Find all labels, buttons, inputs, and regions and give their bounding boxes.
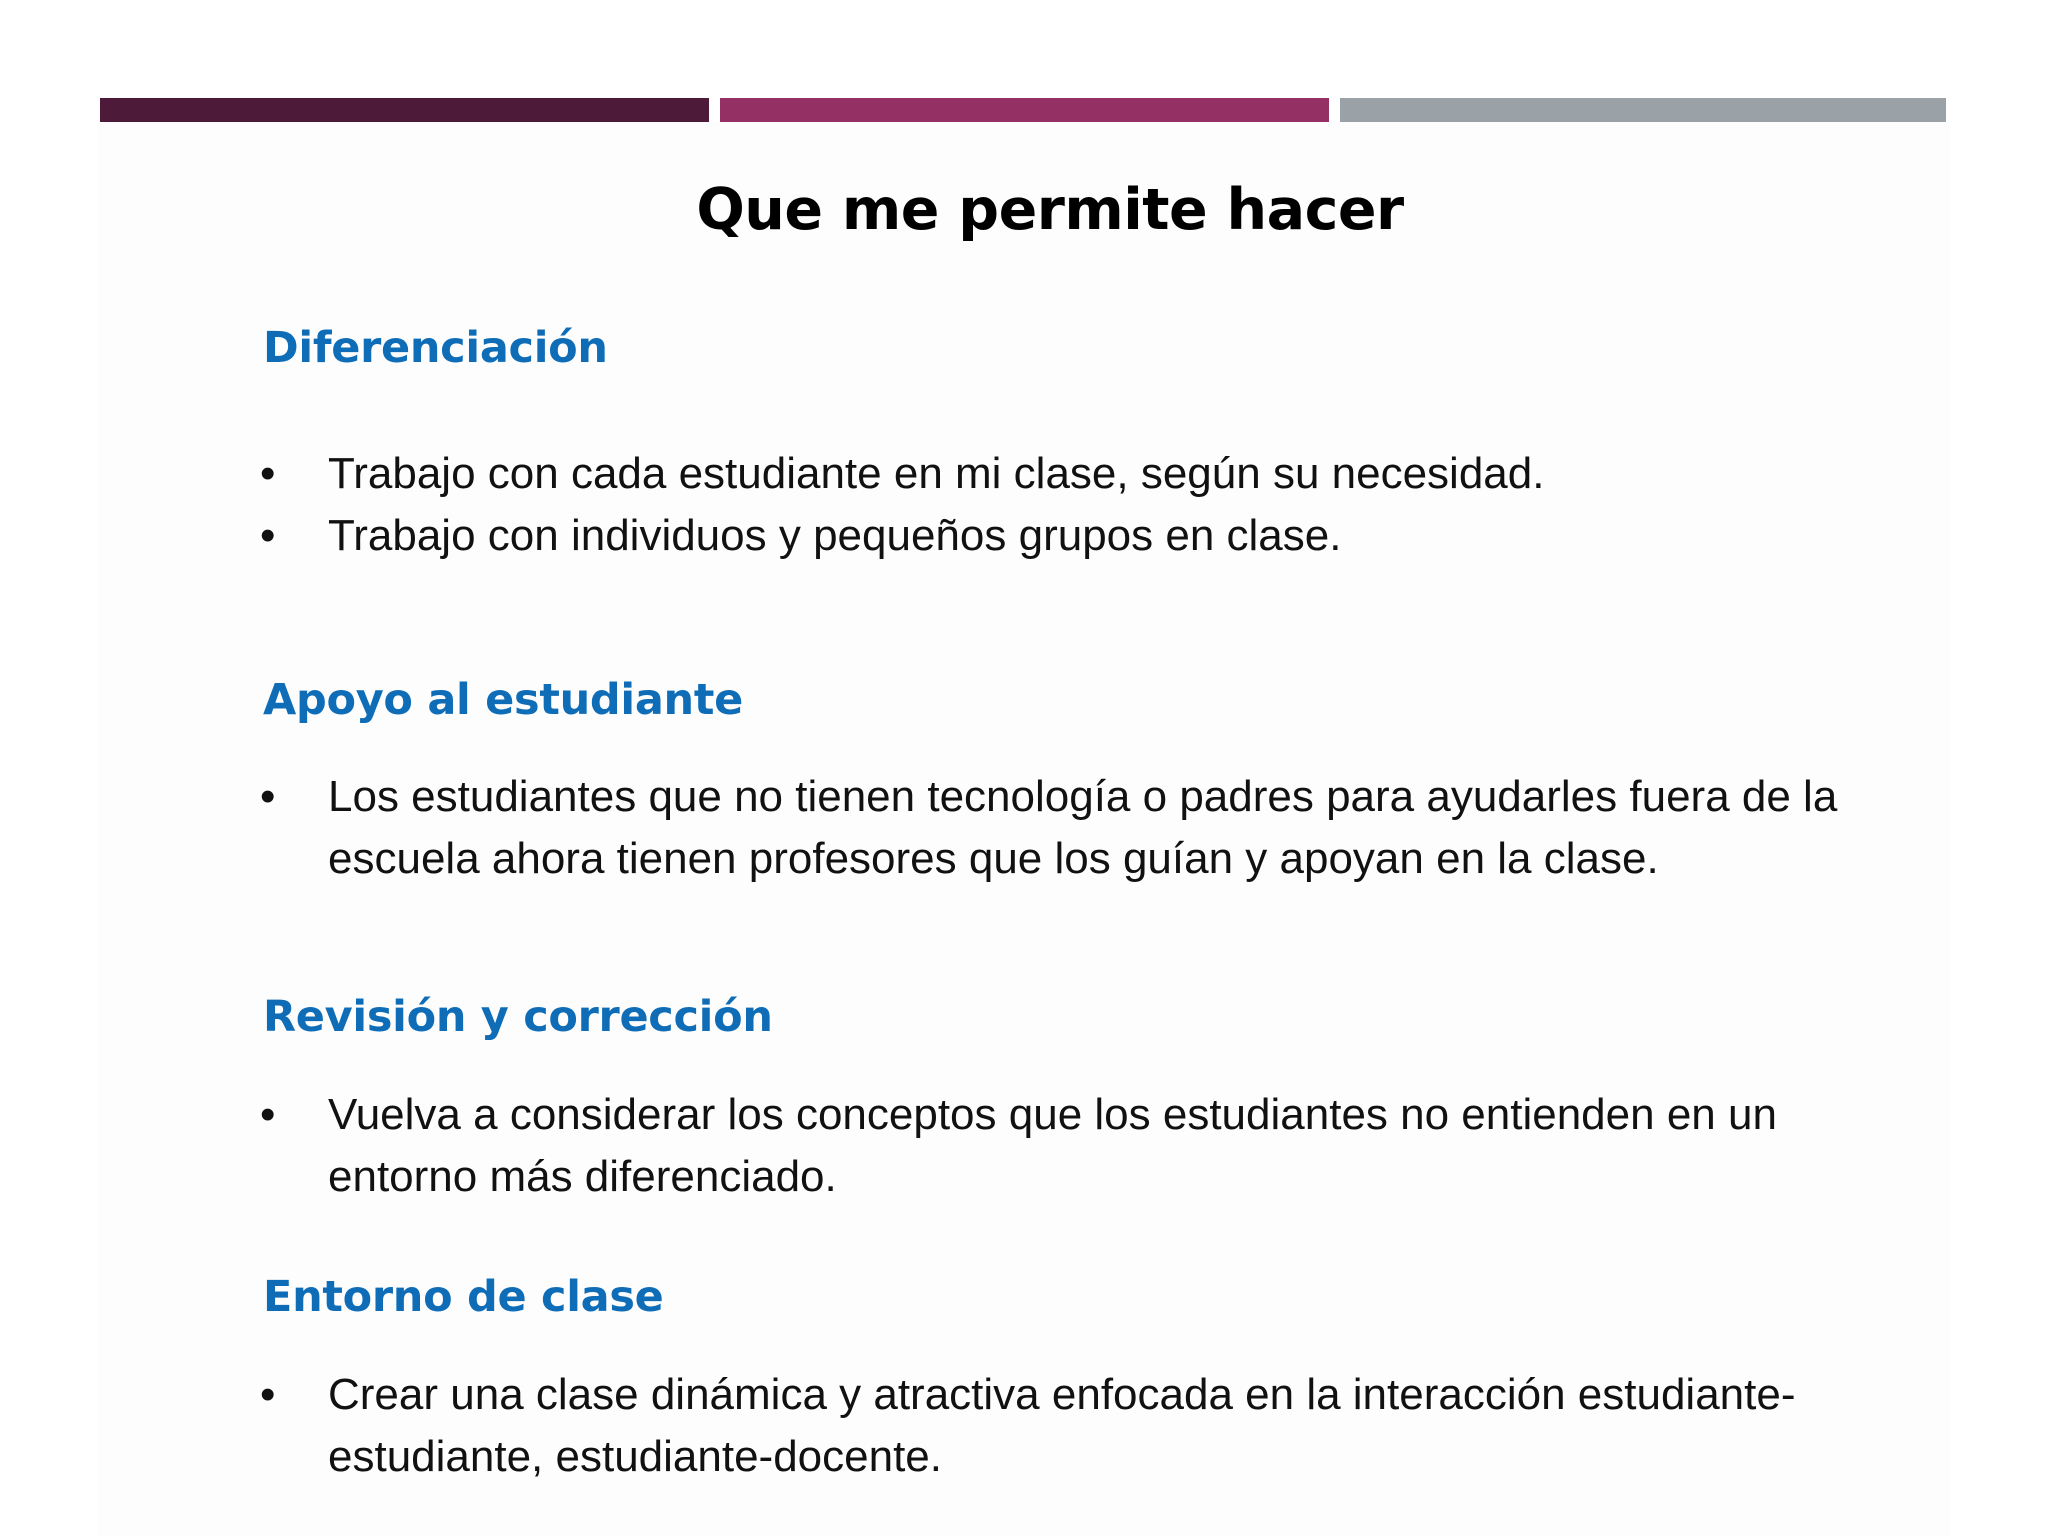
list-item: [258, 1364, 1898, 1488]
bullet-marker: •: [260, 772, 276, 821]
header-color-bars: [100, 98, 1946, 122]
list-item-text: Trabajo con cada estudiante en mi clase, según su necesidad.: [328, 449, 1545, 498]
bullet-marker: •: [260, 1370, 276, 1419]
header-bar-magenta: [720, 98, 1329, 122]
section-heading-revision: Revisión y corrección: [263, 992, 773, 1042]
section-heading-apoyo: Apoyo al estudiante: [263, 675, 743, 725]
list-item-text: Los estudiantes que no tienen tecnología o padres para ayudarles fuera de la escuela ahora tienen profesores que los guían y apoyan en la clase.: [328, 772, 1838, 883]
list-item: [258, 766, 1898, 890]
section-heading-diferenciacion: Diferenciación: [263, 323, 608, 373]
header-bar-gray: [1340, 98, 1946, 122]
slide-title: Que me permite hacer: [696, 177, 1404, 243]
list-item-text: Crear una clase dinámica y atractiva enfocada en la interacción estudiante-estudiante, estudiante-docente.: [328, 1370, 1796, 1481]
bullet-list-entorno: [258, 1364, 1898, 1488]
bullet-marker: •: [260, 511, 276, 560]
bullet-list-revision: [258, 1084, 1898, 1208]
bullet-marker: •: [260, 449, 276, 498]
list-item: [258, 443, 1898, 505]
list-item: [258, 505, 1898, 567]
header-bar-dark: [100, 98, 709, 122]
bullet-marker: •: [260, 1090, 276, 1139]
bullet-list-apoyo: [258, 766, 1898, 890]
list-item-text: Trabajo con individuos y pequeños grupos en clase.: [328, 511, 1342, 560]
list-item: [258, 1084, 1898, 1208]
section-heading-entorno: Entorno de clase: [263, 1272, 664, 1322]
list-item-text: Vuelva a considerar los conceptos que los estudiantes no entienden en un entorno más diferenciado.: [328, 1090, 1777, 1201]
bullet-list-diferenciacion: [258, 443, 1898, 567]
